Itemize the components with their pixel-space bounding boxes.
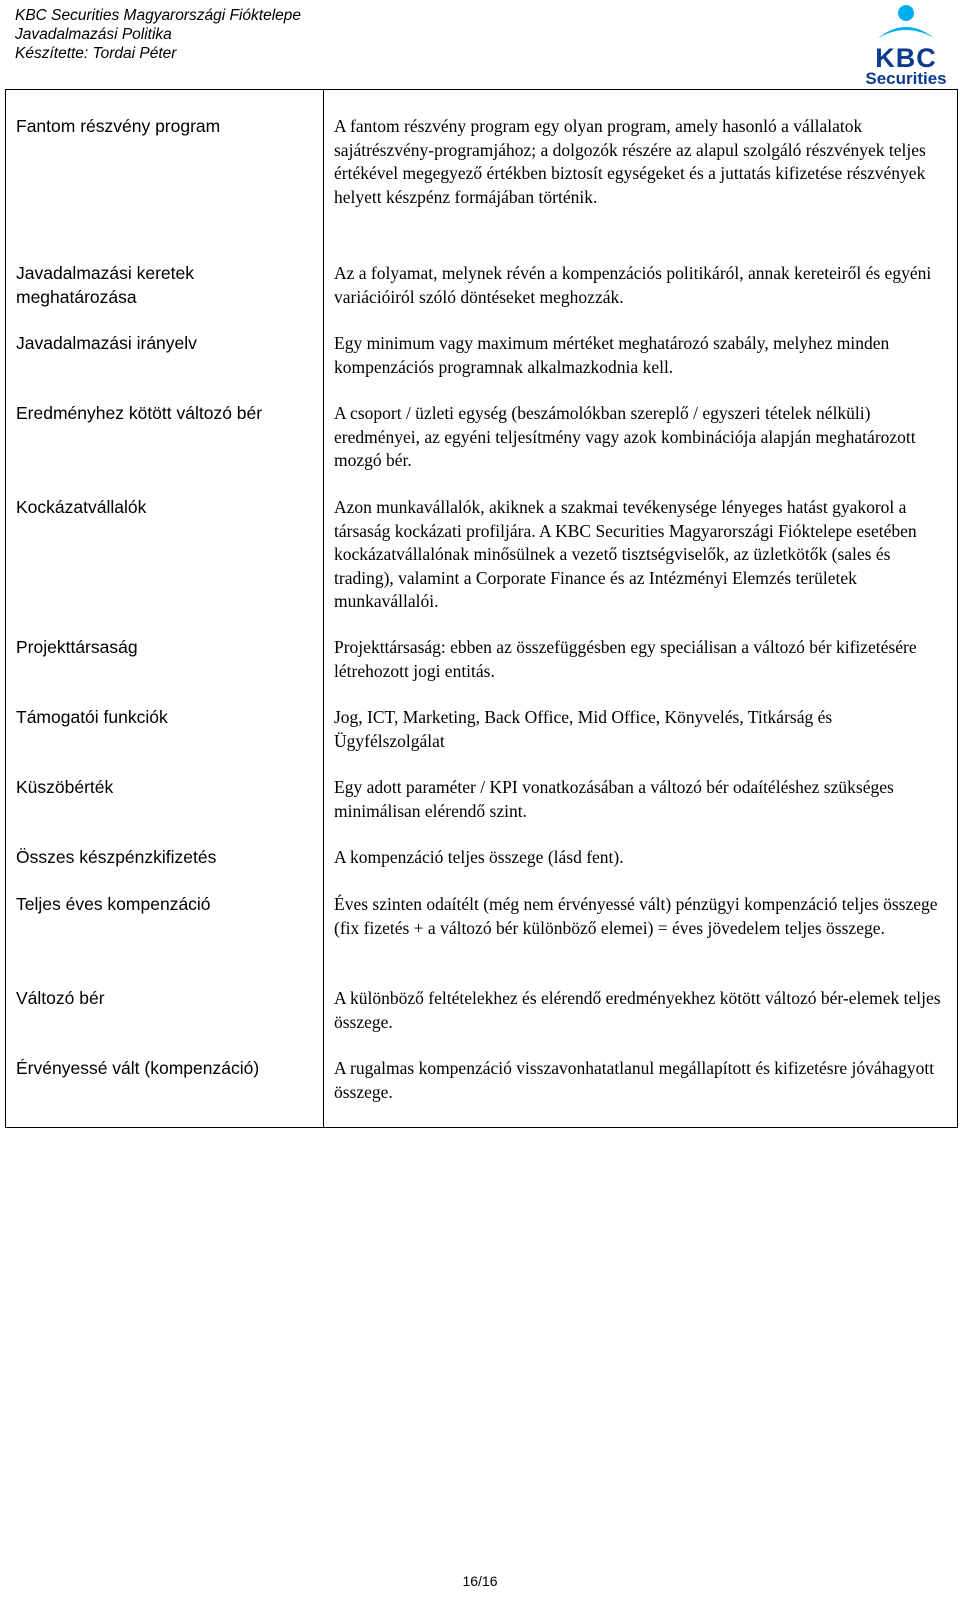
table-row <box>6 402 958 496</box>
term-cell: Javadalmazási keretek meghatározása <box>6 262 324 332</box>
definition-cell: A fantom részvény program egy olyan program, amely hasonló a vállalatok sajátrészvény-programjához; a dolgozók részére az alapul szolgáló részvények teljes értékével megegyező értékben biztosít egységeket és a juttatás kifizetése részvények helyett készpénz formájában történik. <box>324 90 958 263</box>
term-cell: Projekttársaság <box>6 636 324 706</box>
table-row <box>6 706 958 776</box>
header-author: Készítette: Tordai Péter <box>15 45 177 62</box>
header-document: Javadalmazási Politika <box>15 26 172 43</box>
term-cell: Kockázatvállalók <box>6 496 324 636</box>
definition-cell: Egy minimum vagy maximum mértéket meghatározó szabály, melyhez minden kompenzációs programnak alkalmazkodnia kell. <box>324 332 958 402</box>
logo-word: KBC <box>875 43 937 73</box>
table-row <box>6 332 958 402</box>
term-cell: Változó bér <box>6 987 324 1057</box>
term-cell: Érvényessé vált (kompenzáció) <box>6 1057 324 1128</box>
term-cell: Támogatói funkciók <box>6 706 324 776</box>
definition-cell: A csoport / üzleti egység (beszámolókban szereplő / egyszeri tételek nélküli) eredményei, az egyéni teljesítmény vagy azok kombinációja alapján meghatározott mozgó bér. <box>324 402 958 496</box>
term-cell: Teljes éves kompenzáció <box>6 893 324 987</box>
table-row <box>6 987 958 1057</box>
table-row <box>6 262 958 332</box>
table-row <box>6 846 958 893</box>
table-row <box>6 90 958 263</box>
definition-cell: Az a folyamat, melynek révén a kompenzációs politikáról, annak kereteiről és egyéni variációiról szóló döntéseket meghozzák. <box>324 262 958 332</box>
term-cell: Eredményhez kötött változó bér <box>6 402 324 496</box>
page-header <box>15 6 301 63</box>
definition-cell: Projekttársaság: ebben az összefüggésben egy speciálisan a változó bér kifizetésére létrehozott jogi entitás. <box>324 636 958 706</box>
table-row <box>6 893 958 987</box>
definitions-table <box>5 89 958 1128</box>
definition-cell: A rugalmas kompenzáció visszavonhatatlanul megállapított és kifizetésre jóváhagyott összege. <box>324 1057 958 1128</box>
table-row <box>6 496 958 636</box>
header-company: KBC Securities Magyarországi Fióktelepe <box>15 7 302 24</box>
definition-cell: Éves szinten odaítélt (még nem érvényessé vált) pénzügyi kompenzáció teljes összege (fix fizetés + a változó bér különböző elemei) = éves jövedelem teljes összege. <box>324 893 958 987</box>
page-number: 16/16 <box>462 1573 498 1589</box>
term-cell: Küszöbérték <box>6 776 324 846</box>
kbc-logo <box>862 4 950 90</box>
term-cell: Fantom részvény program <box>6 90 324 263</box>
definition-cell: A különböző feltételekhez és elérendő eredményekhez kötött változó bér-elemek teljes összege. <box>324 987 958 1057</box>
definition-cell: A kompenzáció teljes összege (lásd fent). <box>324 846 958 893</box>
term-cell: Javadalmazási irányelv <box>6 332 324 402</box>
table-row <box>6 776 958 846</box>
table-row <box>6 636 958 706</box>
term-cell: Összes készpénzkifizetés <box>6 846 324 893</box>
definition-cell: Azon munkavállalók, akiknek a szakmai tevékenysége lényeges hatást gyakorol a társaság kockázati profiljára. A KBC Securities Magyarországi Fióktelepe esetében kockázatvállalónak minősülnek a vezető tisztségviselők, az üzletkötők (sales és trading), valamint a Corporate Finance és az Intézményi Elemzés területek munkavállalói. <box>324 496 958 636</box>
definition-cell: Jog, ICT, Marketing, Back Office, Mid Office, Könyvelés, Titkárság és Ügyfélszolgálat <box>324 706 958 776</box>
logo-sub: Securities <box>865 69 947 88</box>
definition-cell: Egy adott paraméter / KPI vonatkozásában a változó bér odaítéléshez szükséges minimálisan elérendő szint. <box>324 776 958 846</box>
table-row <box>6 1057 958 1128</box>
kbc-mark-icon <box>862 4 950 44</box>
